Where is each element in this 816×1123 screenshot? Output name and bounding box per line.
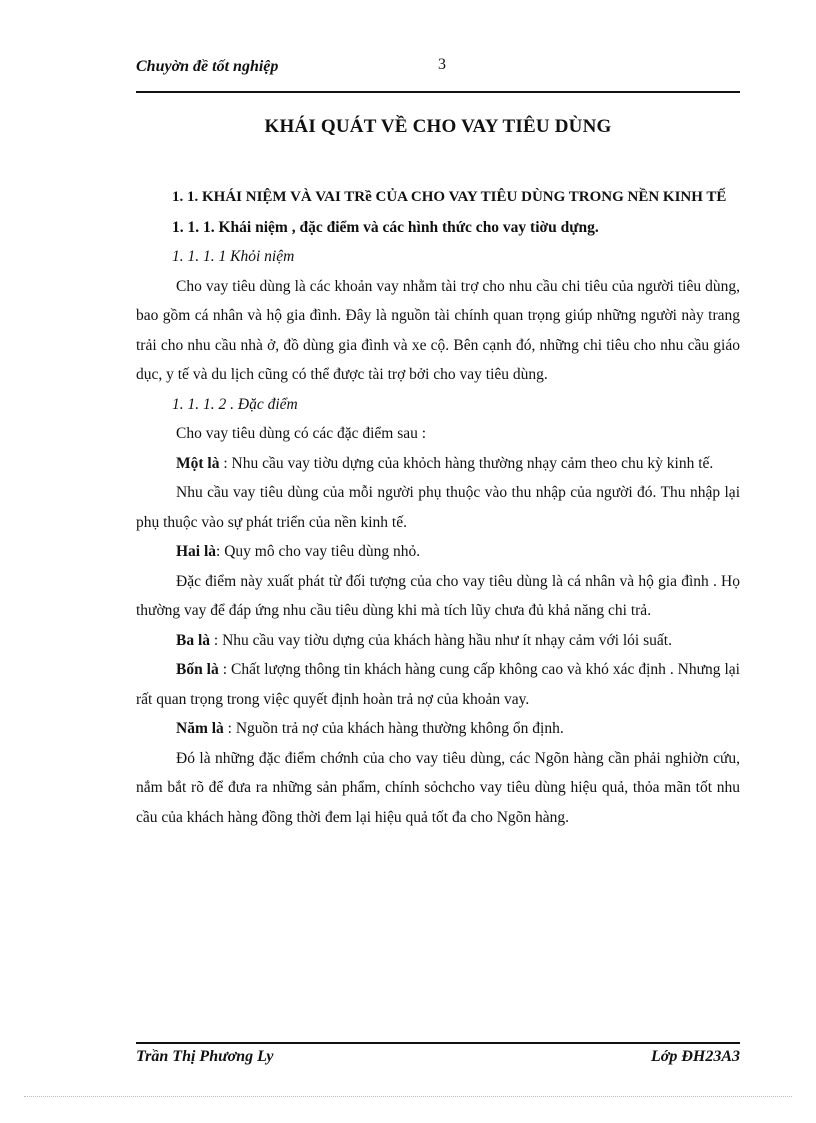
- item-lead: Năm là: [176, 720, 224, 737]
- item-lead: Bốn là: [176, 661, 219, 678]
- item-lead: Ba là: [176, 631, 211, 649]
- page-header: [136, 56, 740, 80]
- list-item-4: [136, 655, 740, 714]
- section-heading-3-definition: 1. 1. 1. 1 Khỏi niệm: [172, 248, 295, 265]
- page-bottom-dotted-line: [24, 1096, 792, 1097]
- list-item-2: [136, 537, 740, 567]
- paragraph-conclusion: Đó là những đặc điểm chớnh của cho vay tiêu dùng, các Ngõn hàng cần phải nghiờn cứu, nắm bắt rõ để đưa ra những sản phẩm, chính sỏchcho vay tiêu dùng hiệu quả, thỏa mãn tốt nhu cầu của khách hàng đồng thời đem lại hiệu quả tốt đa cho Ngõn hàng.: [136, 749, 740, 826]
- paragraph-definition: Cho vay tiêu dùng là các khoản vay nhằm tài trợ cho nhu cầu chi tiêu của người tiêu dùng, bao gồm cá nhân và hộ gia đình. Đây là nguồn tài chính quan trọng giúp những người này trang trải cho nhu cầu nhà ở, đồ dùng gia đình và xe cộ. Bên cạnh đó, những chi tiêu cho nhu cầu giáo dục, y tế và du lịch cũng có thể được tài trợ bởi cho vay tiêu dùng.: [136, 277, 740, 383]
- section-heading-3-characteristics: 1. 1. 1. 2 . Đặc điểm: [172, 395, 298, 413]
- footer-rule: [136, 1042, 740, 1044]
- section-heading-1: 1. 1. KHÁI NIỆM VÀ VAI TRề CỦA CHO VAY TIÊU DÙNG TRONG NỀN KINH TẾ: [172, 189, 727, 205]
- item-text: : Quy mô cho vay tiêu dùng nhỏ.: [216, 543, 421, 560]
- section-heading-2: 1. 1. 1. Khái niệm , đặc điểm và các hình thức cho vay tiờu dựng.: [172, 218, 599, 236]
- item-text: : Chất lượng thông tin khách hàng cung cấp không cao và khó xác định . Nhưng lại rất quan trọng trong việc quyết định hoàn trả nợ của khoản vay.: [136, 661, 740, 708]
- item-lead: Một là: [176, 454, 220, 472]
- item-lead: Hai là: [176, 543, 217, 560]
- header-rule: [136, 91, 740, 93]
- page-number: 3: [438, 56, 446, 73]
- footer-class: Lớp ĐH23A3: [650, 1048, 740, 1065]
- paragraph-income: Nhu cầu vay tiêu dùng của mỗi người phụ thuộc vào thu nhập của người đó. Thu nhập lại phụ thuộc vào sự phát triển của nền kinh tế.: [136, 484, 740, 531]
- paragraph-intro: Cho vay tiêu dùng có các đặc điểm sau :: [176, 425, 427, 442]
- item-text: : Nhu cầu vay tiờu dựng của khách hàng hầu như ít nhạy cảm với lói suất.: [210, 631, 672, 649]
- list-item-1: [136, 449, 740, 479]
- paragraph-origin: Đặc điểm này xuất phát từ đối tượng của cho vay tiêu dùng là cá nhân và hộ gia đình . Họ thường vay để đáp ứng nhu cầu tiêu dùng khi mà tích lũy chưa đủ khả năng chi trả.: [136, 572, 740, 619]
- list-item-3: [136, 626, 740, 656]
- header-title: Chuyờn đề tốt nghiệp: [136, 58, 279, 75]
- item-text: : Nguồn trả nợ của khách hàng thường không ổn định.: [223, 720, 564, 737]
- chapter-title: KHÁI QUÁT VỀ CHO VAY TIÊU DÙNG: [264, 116, 612, 137]
- page-footer: [136, 1048, 740, 1072]
- footer-author: Trần Thị Phương Ly: [136, 1048, 274, 1065]
- list-item-5: [136, 714, 740, 744]
- item-text: : Nhu cầu vay tiờu dựng của khỏch hàng thường nhạy cảm theo chu kỳ kinh tế.: [219, 454, 714, 472]
- document-body: [136, 183, 740, 832]
